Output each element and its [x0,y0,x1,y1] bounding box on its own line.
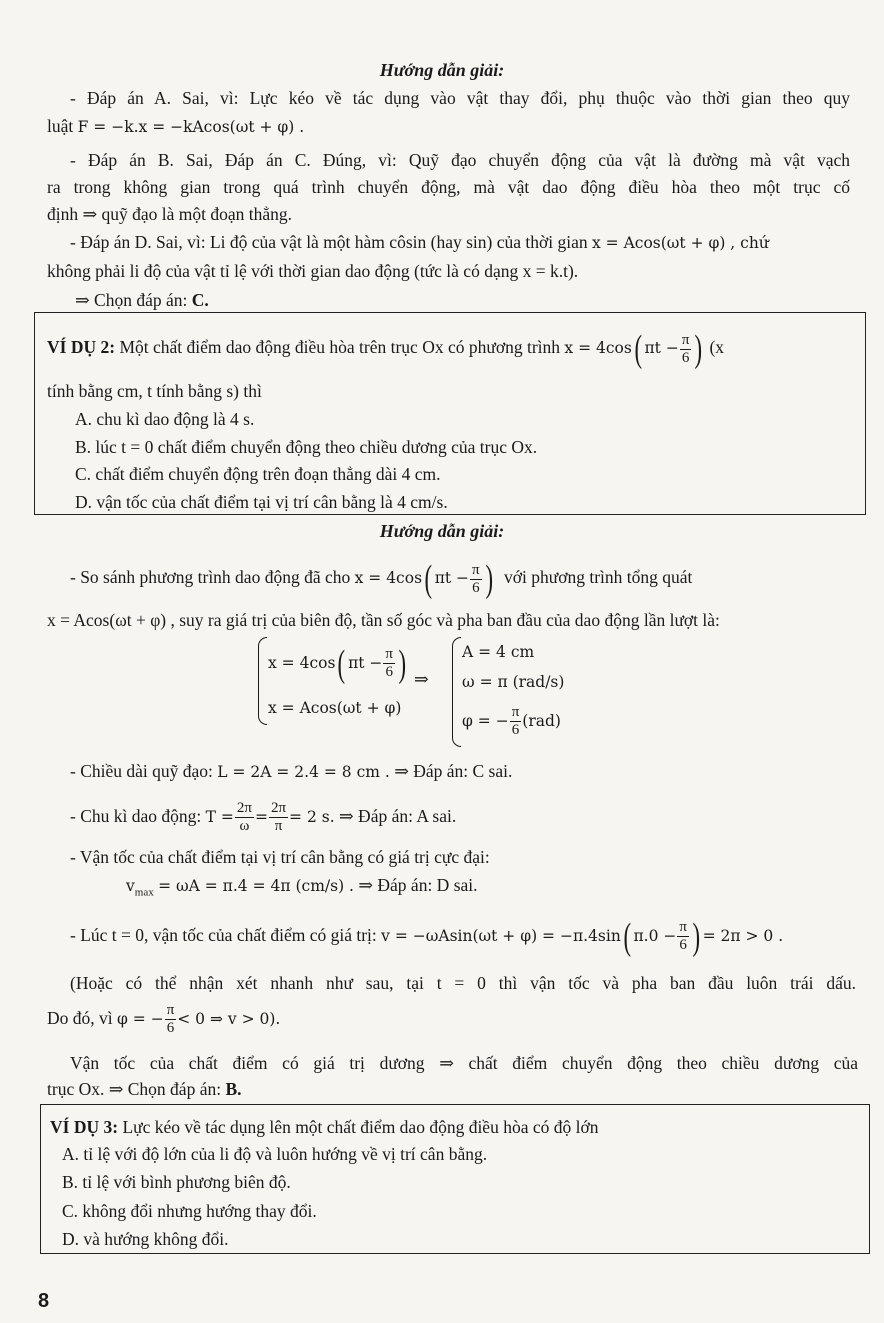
answer-d-line2: không phải li độ của vật tỉ lệ với thời gian dao động (tức là có dạng x = k.t). [47,261,579,281]
example-3-option-b: B. tỉ lệ với bình phương biên độ. [62,1172,291,1192]
vmax-text: - Vận tốc của chất điểm tại vị trí cân bằng có giá trị cực đại: [70,847,490,867]
vmax-sub: max [134,886,154,899]
system-eq-2: x = Acos(ωt + φ) [268,699,402,717]
frac-num: π [385,646,393,663]
frac-num: 2π [270,800,287,817]
vmax-answer: ⇒ Đáp án: D sai. [358,875,478,895]
t0-inner: π.0 − [633,927,677,945]
compare-suffix: với phương trình tổng quát [504,567,693,588]
frac-num: π [511,704,520,721]
period-answer: ⇒ Đáp án: A sai. [339,806,457,826]
example-2-label: VÍ DỤ 2: [47,337,116,358]
conclusion-answer: B. [225,1079,242,1099]
answer-bc-line1: - Đáp án B. Sai, Đáp án C. Đúng, vì: Quỹ đạo chuyển động của vật là đường mà vật vạch [70,150,850,170]
compare-line [70,560,692,598]
example-2-stem-line2: tính bằng cm, t tính bằng s) thì [47,381,262,401]
example-3-label: VÍ DỤ 3: [50,1117,119,1137]
right-paren: ) [694,328,703,370]
t0-text: - Lúc t = 0, vận tốc của chất điểm có giá trị: [70,925,377,945]
frac-den: 6 [472,579,480,596]
solution-heading-2: Hướng dẫn giải: [379,521,505,541]
frac-num: π [681,331,690,348]
example-2-option-b: B. lúc t = 0 chất điểm chuyển động theo chiều dương của trục Ox. [75,437,538,457]
length-answer: ⇒ Đáp án: C sai. [394,761,513,781]
t0-left-paren: ( [623,915,631,958]
length-formula: L = 2A = 2.4 = 8 cm . [217,763,390,781]
system-eq-1 [268,644,409,683]
conclusion-line2 [47,1078,242,1100]
result-omega: ω = π (rad/s) [462,673,565,691]
choose-answer-1 [75,289,209,311]
answer-a-explanation: - Đáp án A. Sai, vì: Lực kéo về tác dụng vào vật thay đổi, phụ thuộc vào thời gian theo quy [70,88,850,108]
compare-prefix: - So sánh phương trình dao động đã cho [70,567,351,588]
example-3-stem [50,1116,598,1138]
t0-fraction [677,919,689,954]
frac-num: π [166,1002,175,1019]
conclusion-line1: Vận tốc của chất điểm có giá trị dương ⇒ chất điểm chuyển động theo chiều dương của [70,1053,858,1073]
period-tail: = 2 s. [289,808,335,826]
frac-num: π [472,561,480,578]
frac-den: 6 [511,722,520,739]
x-formula: x = Acos(ωt + φ) , chứ [591,234,769,252]
answer-bc-line2: ra trong không gian trong quá trình chuyển động, mà vật dao động điều hòa theo một trục cố [47,177,850,197]
force-formula: F = −k.x = −kAcos(ωt + φ) . [77,118,305,136]
answer-d-line1 [70,231,769,254]
example-3-option-d: D. và hướng không đổi. [62,1229,229,1249]
note-line1: (Hoặc có thể nhận xét nhanh như sau, tại t = 0 thì vận tốc và pha ban đầu luôn trái dấu. [70,973,856,993]
phase-unit: (rad) [522,712,561,730]
example-3-stem-text: Lực kéo về tác dụng lên một chất điểm dao động điều hòa có độ lớn [122,1117,599,1137]
answer-d-text: - Đáp án D. Sai, vì: Li độ của vật là một hàm côsin (hay sin) của thời gian [70,232,588,252]
frac-num: π [679,919,687,936]
result-phase [462,702,561,739]
note-tail: < 0 ⇒ v > 0). [177,1010,281,1028]
t0-tail: = 2π > 0 . [702,927,784,945]
frac-den: 6 [681,349,690,366]
implies-arrow: ⇒ [414,669,429,689]
period-T: T = [205,808,234,826]
pi-over-six-2 [470,562,482,597]
example-2-option-a: A. chu kì dao động là 4 s. [75,409,255,429]
left-paren-2: ( [424,558,433,600]
page-number: 8 [38,1290,50,1312]
note-fraction [165,1002,177,1037]
period-frac-1 [235,800,254,835]
conclusion-prefix: trục Ox. ⇒ Chọn đáp án: [47,1079,222,1099]
example-2-stem [47,330,724,368]
stem-tail: (x [709,337,725,358]
vmax-line [126,874,478,904]
frac-den: 6 [679,937,687,954]
result-amplitude: A = 4 cm [462,643,535,661]
sys-eq-inner: πt − [348,654,383,672]
trajectory-length [70,760,512,783]
example-3-option-c: C. không đổi nhưng hướng thay đổi. [62,1201,317,1221]
example-2-option-d: D. vận tốc của chất điểm tại vị trí cân bằng là 4 cm/s. [75,492,448,512]
note-phi: φ = − [117,1010,164,1028]
sys-left-paren: ( [337,642,346,685]
phase-prefix: φ = − [462,712,509,730]
velocity-t0-line [70,917,783,956]
eq-inner-2: πt − [434,569,470,588]
pi-over-six [680,332,692,367]
answer-bc-line3: định ⇒ quỹ đạo là một đoạn thẳng. [47,204,293,224]
period-frac-2 [269,800,288,835]
eq-inner: πt − [644,339,679,358]
solution-heading-1: Hướng dẫn giải: [379,60,505,80]
right-paren-2: ) [485,558,493,600]
left-brace [258,637,267,725]
vmax-v: v [126,877,135,895]
example-2-stem-text: Một chất điểm dao động điều hòa trên trục Ox có phương trình [119,337,561,358]
law-label: luật [47,116,74,136]
t0-formula: v = −ωAsin(ωt + φ) = −π.4sin [381,927,621,945]
left-paren: ( [634,328,642,370]
period-text: - Chu kì dao động: [70,806,202,826]
length-text: - Chiều dài quỹ đạo: [70,761,213,781]
frac-den: 6 [385,664,393,681]
eq-left-2: x = 4cos [354,569,423,588]
frac-den: 6 [166,1020,175,1037]
frac-den: π [274,818,283,835]
frac-num: 2π [236,800,252,817]
equals-sign: = [254,808,268,826]
choose-prefix: ⇒ Chọn đáp án: [75,290,188,310]
period-line [70,798,456,835]
sys-eq-left: x = 4cos [268,654,336,672]
vmax-formula: = ωA = π.4 = 4π (cm/s) . [158,877,354,895]
example-2-option-c: C. chất điểm chuyển động trên đoạn thẳng dài 4 cm. [75,464,441,484]
t0-right-paren: ) [692,915,701,958]
note-prefix: Do đó, vì [47,1008,113,1028]
phase-fraction [510,704,522,739]
right-brace [452,637,461,747]
frac-den: ω [239,818,250,835]
choose-value: C. [191,290,209,310]
sys-pi-over-six [383,646,395,681]
note-line2 [47,1000,280,1037]
general-equation-line: x = Acos(ωt + φ) , suy ra giá trị của biên độ, tần số góc và pha ban đầu của dao động lần lượt là: [47,610,720,630]
eq-left: x = 4cos [564,339,632,358]
sys-right-paren: ) [398,642,407,685]
example-3-option-a: A. tỉ lệ với độ lớn của li độ và luôn hướng về vị trí cân bằng. [62,1144,488,1164]
answer-a-law [47,115,304,138]
